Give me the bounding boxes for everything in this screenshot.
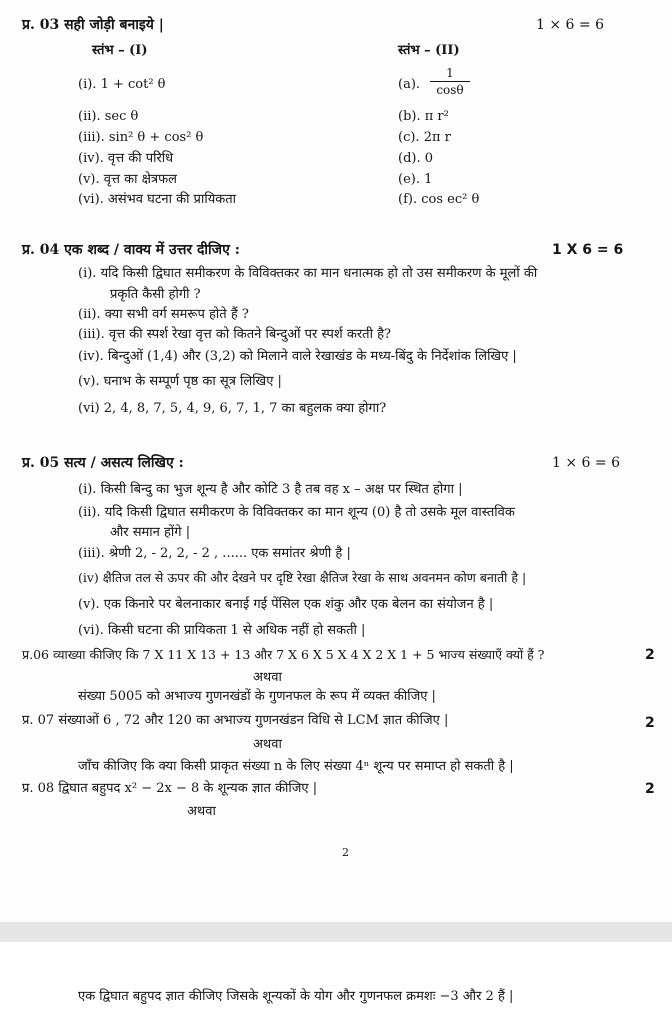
q05-item-continuation: और समान होंगे |: [110, 525, 191, 540]
q03-right-item: (b). π r²: [398, 109, 449, 124]
q05-item: (iv) क्षैतिज तल से ऊपर की और देखने पर दृष्टि रेखा क्षैतिज रेखा के साथ अवनमन कोण बनाती है |: [78, 570, 527, 585]
q03-left-item: (i). 1 + cot² θ: [78, 77, 166, 92]
q05-item: (v). एक किनारे पर बेलनाकार बनाई गई पेंसिल एक शंकु और एक बेलन का संयोजन है |: [78, 597, 494, 612]
q05-item: (ii). यदि किसी द्विघात समीकरण के विविक्तकर का मान शून्य (0) है तो उसके मूल वास्तविक: [78, 505, 515, 520]
page-separator: [0, 922, 672, 942]
q04-item: (v). घनाभ के सम्पूर्ण पृष्ठ का सूत्र लिखिए |: [78, 374, 282, 389]
q03-left-item: (iii). sin² θ + cos² θ: [78, 130, 204, 145]
q05-title: प्र. 05 सत्य / असत्य लिखिए :: [22, 455, 184, 471]
q06-marks: 2: [645, 647, 655, 663]
q08-question: प्र. 08 द्विघात बहुपद x² − 2x − 8 के शून्यक ज्ञात कीजिए |: [22, 781, 318, 796]
q04-title: प्र. 04 एक शब्द / वाक्य में उत्तर दीजिए :: [22, 242, 240, 258]
q03-marks: 1 × 6 = 6: [536, 17, 604, 33]
next-page-question: एक द्विघात बहुपद ज्ञात कीजिए जिसके शून्यकों के योग और गुणनफल क्रमशः −3 और 2 हैं |: [78, 989, 514, 1004]
q08-marks: 2: [645, 781, 655, 797]
q03-right-item: (c). 2π r: [398, 130, 451, 145]
q03-column-2-heading: स्तंभ – (II): [398, 43, 460, 58]
q04-item: (i). यदि किसी द्विघात समीकरण के विविक्तकर का मान धनात्मक हो तो उस समीकरण के मूलों की: [78, 266, 538, 281]
q06-or: अथवा: [253, 670, 282, 685]
page-number: 2: [342, 846, 349, 859]
q03-left-item: (vi). असंभव घटना की प्रायिकता: [78, 192, 236, 207]
q07-marks: 2: [645, 715, 655, 731]
q05-item: (i). किसी बिन्दु का भुज शून्य है और कोटि 3 है तब वह x – अक्ष पर स्थित होगा |: [78, 482, 463, 497]
q03-right-item-a-label: (a).: [398, 77, 421, 92]
fraction-bar: [430, 81, 470, 82]
q03-right-item-a-fraction: [430, 66, 470, 97]
fraction-numerator: 1: [446, 66, 454, 80]
q08-or: अथवा: [187, 804, 216, 819]
q03-title: प्र. 03 सही जोड़ी बनाइये |: [22, 17, 164, 33]
q05-marks: 1 × 6 = 6: [552, 455, 620, 471]
q03-left-item: (iv). वृत्त की परिधि: [78, 151, 174, 166]
q04-item: (ii). क्या सभी वर्ग समरूप होते हैं ?: [78, 307, 249, 322]
q06-question: प्र.06 व्याख्या कीजिए कि 7 X 11 X 13 + 13 और 7 X 6 X 5 X 4 X 2 X 1 + 5 भाज्य संख्याएँ क्यों हैं ?: [22, 647, 545, 662]
q04-item: (iv). बिन्दुओं (1,4) और (3,2) को मिलाने वाले रेखाखंड के मध्य-बिंदु के निर्देशांक लिखिए |: [78, 349, 517, 364]
q03-right-item: (e). 1: [398, 172, 433, 187]
q04-item-continuation: प्रकृति कैसी होगी ?: [110, 287, 201, 302]
q07-or: अथवा: [253, 737, 282, 752]
q03-column-1-heading: स्तंभ – (I): [92, 43, 148, 58]
q04-item: (iii). वृत्त की स्पर्श रेखा वृत्त को कितने बिन्दुओं पर स्पर्श करती है?: [78, 327, 391, 342]
q07-question: प्र. 07 संख्याओं 6 , 72 और 120 का अभाज्य गुणनखंडन विधि से LCM ज्ञात कीजिए |: [22, 713, 449, 728]
q07-alternative: जाँच कीजिए कि क्या किसी प्राकृत संख्या n के लिए संख्या 4ⁿ शून्य पर समाप्त हो सकती है |: [78, 759, 514, 774]
q03-right-item: (f). cos ec² θ: [398, 192, 480, 207]
q04-marks: 1 X 6 = 6: [552, 242, 624, 258]
fraction-denominator: cosθ: [436, 83, 464, 97]
q03-left-item: (ii). sec θ: [78, 109, 139, 124]
q03-left-item: (v). वृत्त का क्षेत्रफल: [78, 172, 177, 187]
next-page: [0, 942, 672, 1011]
q05-item: (iii). श्रेणी 2, - 2, 2, - 2 , ...... एक समांतर श्रेणी है |: [78, 546, 351, 561]
q05-item: (vi). किसी घटना की प्रायिकता 1 से अधिक नहीं हो सकती |: [78, 623, 366, 638]
q03-right-item: (d). 0: [398, 151, 434, 166]
q04-item: (vi) 2, 4, 8, 7, 5, 4, 9, 6, 7, 1, 7 का बहुलक क्या होगा?: [78, 401, 387, 416]
q06-alternative: संख्या 5005 को अभाज्य गुणनखंडों के गुणनफल के रूप में व्यक्त कीजिए |: [78, 689, 436, 704]
